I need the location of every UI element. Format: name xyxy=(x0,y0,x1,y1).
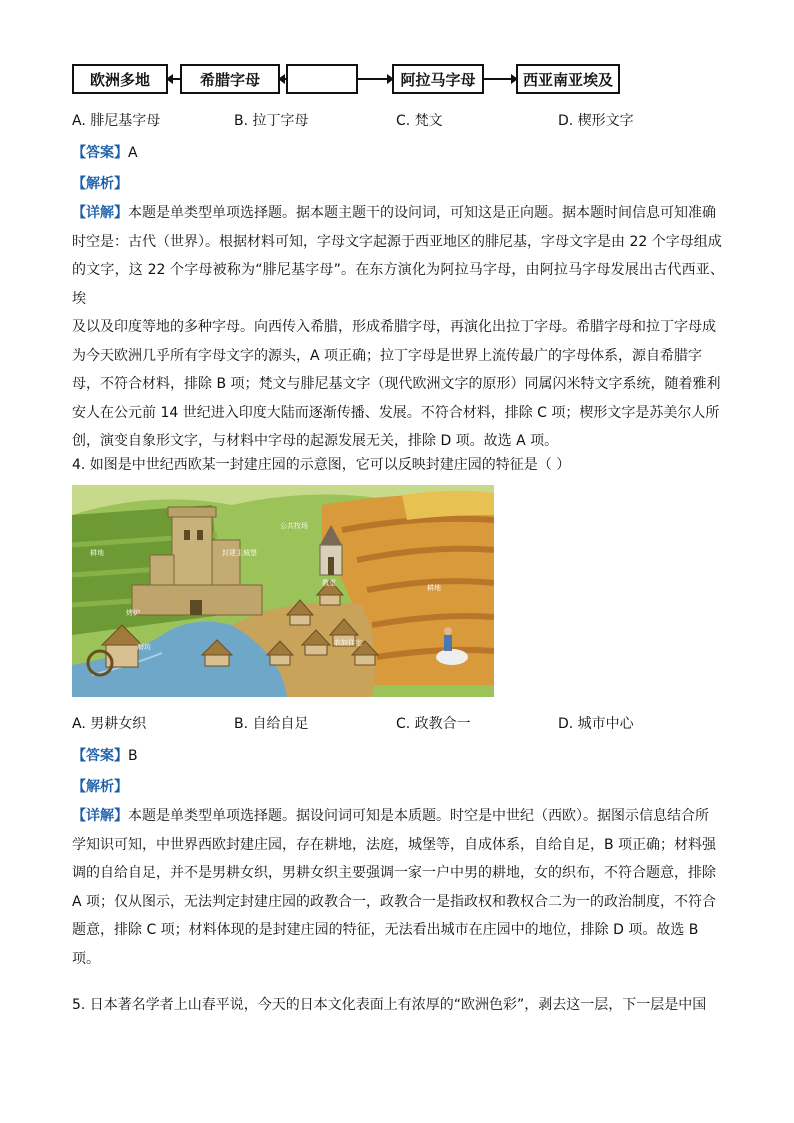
q4-option-d: D. 城市中心 xyxy=(558,716,634,732)
detail-line: 项。 xyxy=(72,950,100,967)
detail-line: 安人在公元前 14 世纪进入印度大陆而逐渐传播、发展。不符合材料，排除 C 项；楔形文字是苏美尔人所 xyxy=(72,404,720,421)
detail-line: 母，不符合材料，排除 B 项；梵文与腓尼基文字（现代欧洲文字的原形）同属闪米特文字系统，随着雅利 xyxy=(72,376,721,392)
q3-detail xyxy=(72,199,724,456)
detail-line: 题意，排除 C 项；材料体现的是封建庄园的特征，无法看出城市在庄园中的地位，排除 D 项。故选 B xyxy=(72,922,699,938)
q3-analysis-heading xyxy=(72,173,128,193)
label-cottages: 农奴住宅 xyxy=(334,639,362,647)
alphabet-flow-diagram xyxy=(72,64,632,98)
label-farmland-right: 耕地 xyxy=(427,584,441,592)
flow-box-west-asia: 西亚南亚埃及 xyxy=(516,64,620,94)
answer-value: A xyxy=(128,145,138,161)
detail-line: 的文字，这 22 个字母被称为“腓尼基字母”。在东方演化为阿拉马字母，由阿拉马字母发展出古代西亚、埃 xyxy=(72,262,724,307)
q4-option-b: B. 自给自足 xyxy=(234,716,309,732)
flow-arrow-right-1 xyxy=(358,78,392,80)
answer-tag: 【答案】 xyxy=(72,748,128,764)
q4-option-a: A. 男耕女织 xyxy=(72,716,147,732)
flow-arrow-left-1 xyxy=(168,78,180,80)
label-mill: 磨坊 xyxy=(137,643,151,651)
analysis-tag: 【解析】 xyxy=(72,176,128,192)
q4-answer xyxy=(72,745,138,765)
q3-answer xyxy=(72,142,138,162)
detail-line: 为今天欧洲几乎所有字母文字的源头，A 项正确；拉丁字母是世界上流传最广的字母体系，源自希腊字 xyxy=(72,347,703,364)
detail-line: 【详解】本题是单类型单项选择题。据本题主题干的设问词，可知这是正向题。据本题时间信息可知准确 xyxy=(72,205,716,221)
label-church: 教堂 xyxy=(322,579,336,587)
answer-tag: 【答案】 xyxy=(72,145,128,161)
detail-line: 【详解】本题是单类型单项选择题。据设问词可知是本质题。时空是中世纪（西欧）。据图示信息结合所 xyxy=(72,808,709,824)
q4-option-c: C. 政教合一 xyxy=(396,716,471,732)
q3-options xyxy=(72,110,732,130)
flow-arrow-right-2 xyxy=(484,78,516,80)
flow-box-aramaic: 阿拉马字母 xyxy=(392,64,484,94)
detail-line: 及以及印度等地的多种字母。向西传入希腊，形成希腊字母，再演化出拉丁字母。希腊字母和拉丁字母成 xyxy=(72,319,716,335)
manor-illustration xyxy=(72,485,494,697)
manor-svg xyxy=(72,485,494,697)
q3-option-c: C. 梵文 xyxy=(396,113,443,129)
detail-tag: 【详解】 xyxy=(72,205,128,221)
q4-stem: 4. 如图是中世纪西欧某一封建庄园的示意图，它可以反映封建庄园的特征是（ ） xyxy=(72,457,571,473)
flow-box-greek: 希腊字母 xyxy=(180,64,280,94)
answer-value: B xyxy=(128,748,138,764)
q4-detail xyxy=(72,802,724,973)
label-castle: 封建主城堡 xyxy=(222,549,257,557)
label-pasture: 公共牧场 xyxy=(280,522,308,530)
q5-stem: 5. 日本著名学者上山春平说，今天的日本文化表面上有浓厚的“欧洲色彩”，剥去这一层，下一层是中国 xyxy=(72,997,707,1013)
detail-line: 学知识可知，中世界西欧封建庄园，存在耕地，法庭，城堡等，自成体系，自给自足，B 项正确；材料强 xyxy=(72,836,717,853)
label-oven: 烤炉 xyxy=(126,609,140,617)
q4-options xyxy=(72,713,732,733)
detail-line: A 项；仅从图示，无法判定封建庄园的政教合一，政教合一是指政权和教权合二为一的政治制度，不符合 xyxy=(72,893,717,910)
label-farmland-left: 耕地 xyxy=(90,549,104,557)
detail-line: 创，演变自象形文字，与材料中字母的起源发展无关，排除 D 项。故选 A 项。 xyxy=(72,433,559,449)
flow-box-europe: 欧洲多地 xyxy=(72,64,168,94)
detail-tag: 【详解】 xyxy=(72,808,128,824)
flow-box-blank xyxy=(286,64,358,94)
q3-option-b: B. 拉丁字母 xyxy=(234,113,309,129)
q3-option-d: D. 楔形文字 xyxy=(558,113,634,129)
analysis-tag: 【解析】 xyxy=(72,779,128,795)
q3-option-a: A. 腓尼基字母 xyxy=(72,113,161,129)
detail-line: 时空是：古代（世界）。根据材料可知，字母文字起源于西亚地区的腓尼基，字母文字是由 22 个字母组成 xyxy=(72,233,722,250)
detail-line: 调的自给自足，并不是男耕女织，男耕女织主要强调一家一户中男的耕地，女的织布，不符合题意，排除 xyxy=(72,865,716,881)
q4-analysis-heading xyxy=(72,776,128,796)
